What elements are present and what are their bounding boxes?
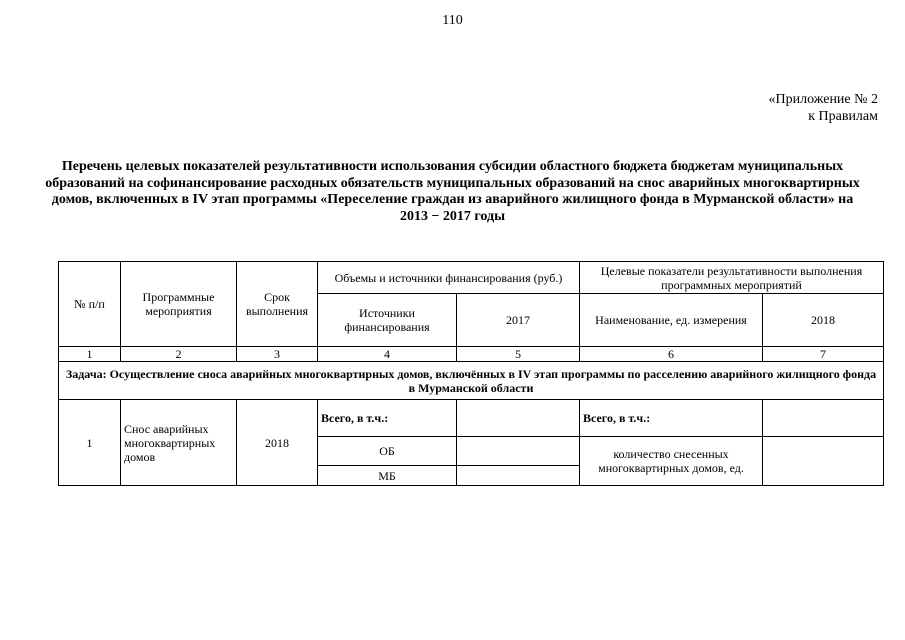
column-number: 3 (237, 347, 318, 362)
column-number: 1 (59, 347, 121, 362)
row-ob-2017 (457, 437, 580, 466)
header-2018: 2018 (763, 294, 884, 347)
column-number: 5 (457, 347, 580, 362)
row-mb-label: МБ (318, 466, 457, 486)
row-total-2017 (457, 400, 580, 437)
row-indicator-total-2018 (763, 400, 884, 437)
task-row: Задача: Осуществление сноса аварийных многоквартирных домов, включённых в IV этап программы по расселению аварийного жилищного фонда в Мурманской области (59, 362, 884, 400)
row-ob-label: ОБ (318, 437, 457, 466)
row-indicator-name: количество снесенных многоквартирных домов, ед. (580, 437, 763, 486)
row-mb-2017 (457, 466, 580, 486)
header-num: № п/п (59, 262, 121, 347)
document-title: Перечень целевых показателей результативности использования субсидии областного бюджета бюджетам муниципальных образований на софинансирование расходных обязательств муниципальных образований на снос аварийных многоквартирных домов, включенных в IV этап программы «Переселение граждан из аварийного жилищного фонда в Мурманской области» на 2013 − 2017 годы (45, 159, 860, 224)
row-term: 2018 (237, 400, 318, 486)
appendix-line-1: «Приложение № 2 (768, 92, 878, 107)
header-funding: Объемы и источники финансирования (руб.) (318, 262, 580, 294)
column-numbers-row (59, 347, 884, 362)
row-indicator-total-label: Всего, в т.ч.: (580, 400, 763, 437)
column-number: 7 (763, 347, 884, 362)
row-indicator-2018 (763, 437, 884, 486)
column-number: 4 (318, 347, 457, 362)
column-number: 6 (580, 347, 763, 362)
appendix-line-2: к Правилам (808, 109, 878, 124)
header-activities: Программные мероприятия (121, 262, 237, 347)
row-activity: Снос аварийных многоквартирных домов (121, 400, 237, 486)
row-num: 1 (59, 400, 121, 486)
indicators-table (58, 261, 884, 486)
header-indicator-name: Наименование, ед. измерения (580, 294, 763, 347)
header-indicators: Целевые показатели результативности выполнения программных мероприятий (580, 262, 884, 294)
header-sources: Источники финансирования (318, 294, 457, 347)
header-term: Срок выполнения (237, 262, 318, 347)
header-2017: 2017 (457, 294, 580, 347)
column-number: 2 (121, 347, 237, 362)
appendix-note (769, 91, 879, 125)
row-total-label: Всего, в т.ч.: (318, 400, 457, 437)
page-number: 110 (442, 13, 463, 28)
